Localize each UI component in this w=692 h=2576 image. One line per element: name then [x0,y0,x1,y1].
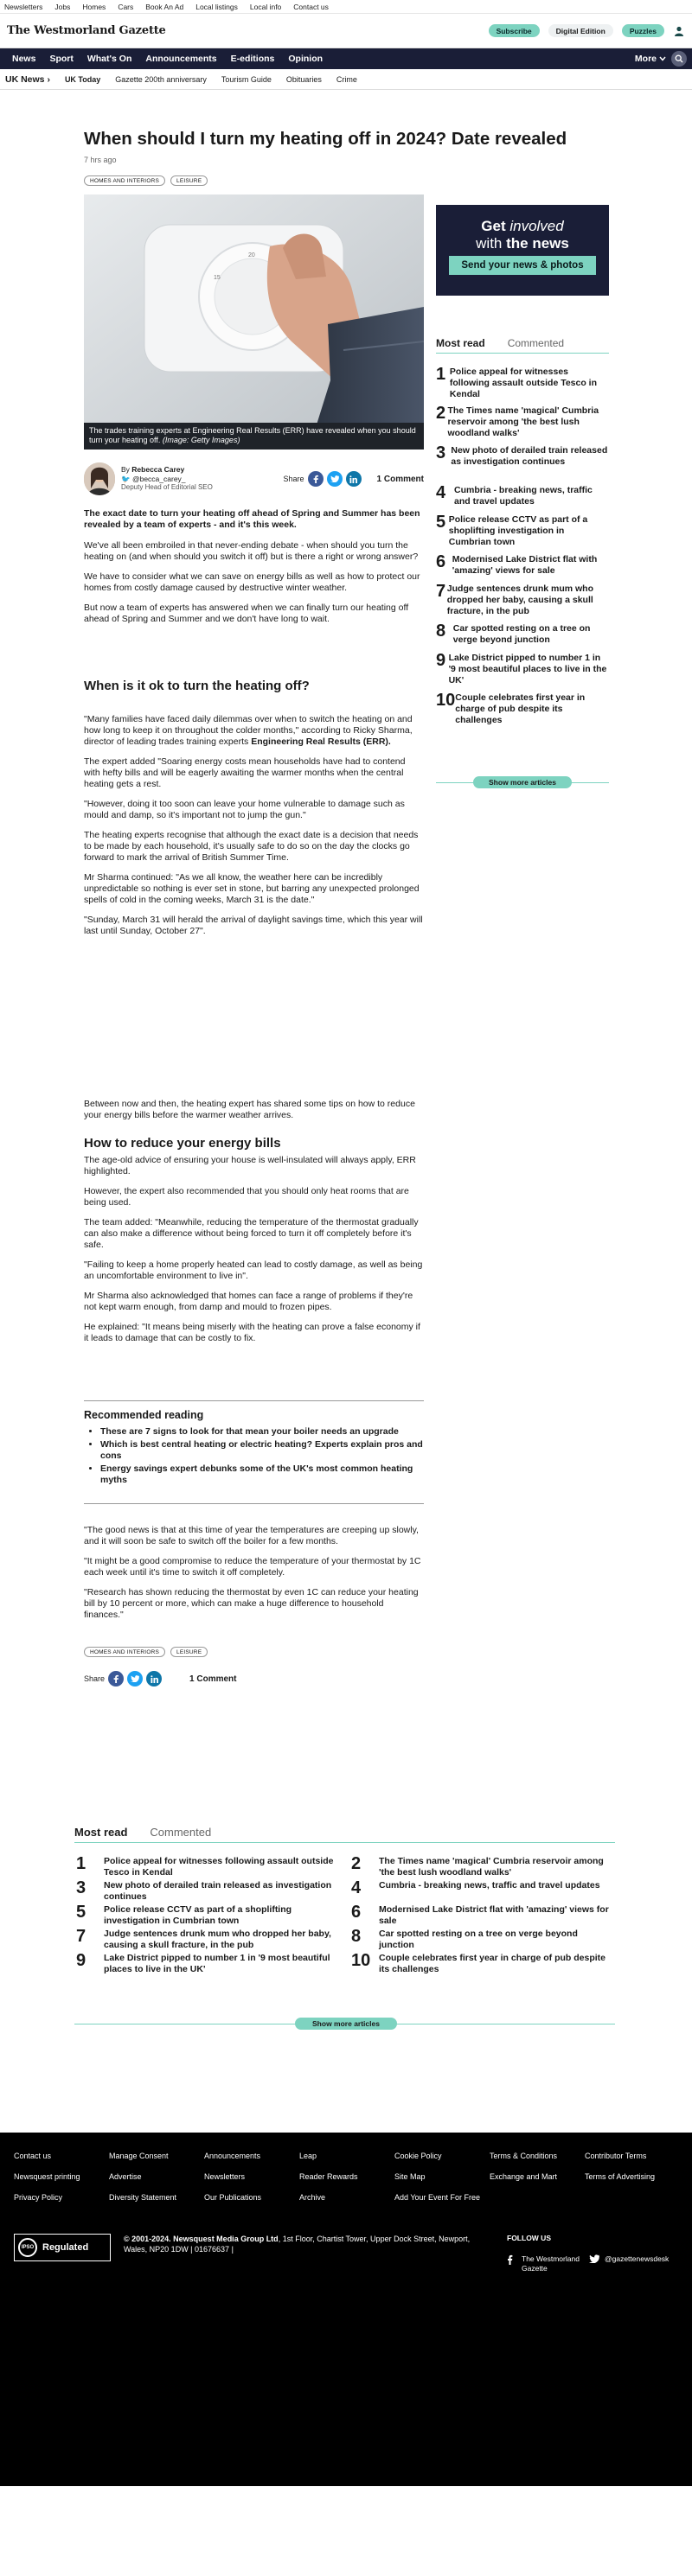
most-read-title: Judge sentences drunk mum who dropped her baby, causing a skull fracture, in the pub [104,1929,331,1950]
most-read-item[interactable] [436,622,609,651]
nav-sport[interactable]: Sport [49,54,74,64]
paragraph: We've all been embroiled in that never-ending debate - when should you turn the heating on (and when should you switch it off) but is there a right or wrong answer? [84,540,419,562]
most-read-rank: 10 [436,691,456,710]
most-read-title: Modernised Lake District flat with 'amazing' views for sale [452,554,598,576]
twitter-icon [589,2254,599,2266]
subnav-crime[interactable]: Crime [336,74,357,84]
facebook-share-icon[interactable] [108,1671,124,1687]
most-read-rank: 2 [351,1854,362,1873]
article-section-1 [84,714,424,937]
share-bar-top [284,471,424,487]
article-tags [84,175,208,186]
recommended-link[interactable]: • Energy savings expert debunks some of the UK's most common heating myths [100,1463,424,1486]
tab-most-read[interactable]: Most read [74,1826,128,1839]
util-link-jobs[interactable]: Jobs [54,2,71,11]
twitter-share-icon[interactable] [327,471,343,487]
tab-underline [74,1842,615,1843]
paragraph: Mr Sharma also acknowledged that homes can face a range of problems if they're not kept warm enough, from damp and mould to frozen pipes. [84,1291,413,1312]
most-read-title: Couple celebrates first year in charge of pub despite its challenges [379,1953,606,1974]
most-read-item[interactable] [436,651,609,691]
share-bar-bottom [84,1671,236,1687]
send-news-promo [436,205,609,296]
nav-announcements[interactable]: Announcements [145,54,217,64]
article-tags-bottom [84,1647,208,1657]
ipso-logo-icon [18,2238,37,2257]
footer-link[interactable]: Privacy Policy [14,2193,63,2202]
author-avatar[interactable] [84,462,115,495]
footer-link[interactable]: Exchange and Mart [490,2172,558,2181]
section-heading-1: When is it ok to turn the heating off? [84,679,310,693]
author-name[interactable]: Rebecca Carey [131,465,185,475]
most-read-item[interactable] [436,552,609,582]
paragraph: "Research has shown reducing the thermostat by even 1C can reduce your heating bill by 10 percent or more, which can make a huge difference to household finances." [84,1587,419,1620]
footer-facebook-label: The Westmorland Gazette [522,2254,580,2273]
paragraph [84,714,424,748]
recommended-link[interactable]: • These are 7 signs to look for that mean your boiler needs an upgrade [100,1426,424,1438]
ipso-mark: IPSO [21,2245,35,2250]
twitter-share-icon[interactable] [127,1671,143,1687]
most-read-title: The Times name 'magical' Cumbria reservoir among 'the best lush woodland walks' [447,405,599,438]
most-read-rank: 4 [436,483,446,502]
article-section-3 [84,1525,424,1621]
article-intro [84,540,424,625]
most-read-title: New photo of derailed train released as investigation continues [104,1880,332,1902]
most-read-title: Cumbria - breaking news, traffic and travel updates [454,485,593,507]
show-more-button-sidebar[interactable]: Show more articles [473,776,572,788]
chevron-right-icon: › [47,73,50,85]
hero-caption [84,423,424,450]
copyright [124,2234,487,2254]
most-read-title: The Times name 'magical' Cumbria reservoir among 'the best lush woodland walks' [379,1856,604,1878]
most-read-rank: 1 [76,1854,86,1873]
footer-link[interactable]: Manage Consent [109,2152,169,2160]
bottom-most-read-tabs [74,1826,211,1839]
hero-caption-credit: (Image: Getty Images) [162,436,240,444]
recommended-link[interactable]: • Which is best central heating or electric heating? Experts explain pros and cons [100,1439,424,1462]
most-read-rank: 2 [436,404,446,423]
digital-edition-button[interactable]: Digital Edition [548,24,613,37]
most-read-item[interactable] [351,1854,616,1878]
linkedin-share-icon[interactable] [146,1671,162,1687]
footer-link[interactable]: Contributor Terms [585,2152,647,2160]
divider [84,1400,424,1401]
subnav-obituaries[interactable]: Obituaries [285,74,322,84]
most-read-item[interactable] [436,513,609,552]
footer-link[interactable]: Diversity Statement [109,2193,177,2202]
most-read-item[interactable] [76,1854,341,1878]
footer-link[interactable]: Cookie Policy [394,2152,442,2160]
article-section-2 [84,1155,424,1344]
most-read-item[interactable] [436,582,609,622]
footer-link[interactable]: Newsletters [204,2172,246,2181]
most-read-item[interactable] [436,365,609,404]
footer-social [507,2254,689,2273]
most-read-rank: 1 [436,365,446,384]
nav-more-label: More [634,54,657,64]
paragraph: "The good news is that at this time of year the temperatures are creeping up slowly, and it will soon be safe to switch off the boiler for a few months. [84,1525,419,1546]
ipso-label: Regulated [42,2242,89,2253]
util-link-newsletters[interactable]: Newsletters [4,2,43,11]
comments-link-bottom[interactable]: 1 Comment [189,1674,237,1684]
paragraph: "It might be a good compromise to reduce the temperature of your thermostat by 1C each week until it's time to switch it off completely. [84,1556,421,1578]
share-label: Share [84,1674,106,1683]
most-read-rank: 6 [436,552,446,571]
footer-link[interactable]: Advertise [109,2172,142,2181]
author-twitter[interactable] [121,475,213,484]
tab-underline [436,353,609,354]
most-read-rank: 5 [436,513,446,532]
most-read-item[interactable] [351,1878,616,1903]
follow-us-label: FOLLOW US [507,2234,551,2242]
footer-links [14,2152,680,2202]
most-read-title: Lake District pipped to number 1 in '9 most beautiful places to live in the UK' [104,1953,330,1974]
facebook-icon [507,2254,513,2273]
section-heading-2: How to reduce your energy bills [84,1136,281,1151]
most-read-item[interactable] [76,1927,341,1951]
footer-link[interactable]: Terms & Conditions [490,2152,558,2160]
most-read-title: Cumbria - breaking news, traffic and travel updates [379,1880,600,1891]
site-logo[interactable]: The Westmorland Gazette [7,24,166,37]
thermostat-hand-illustration [84,194,424,450]
most-read-title: Couple celebrates first year in charge of pub despite its challenges [455,692,586,725]
facebook-share-icon[interactable] [308,471,324,487]
util-link-local-listings[interactable]: Local listings [195,2,238,11]
footer-link[interactable]: Leap [299,2152,317,2160]
footer-link[interactable]: Archive [299,2193,326,2202]
subnav-gazette-200[interactable]: Gazette 200th anniversary [115,74,207,84]
most-read-title: Police appeal for witnesses following assault outside Tesco in Kendal [104,1856,334,1878]
tab-most-read[interactable]: Most read [436,337,485,349]
sidebar-most-read-tabs [436,337,564,349]
most-read-rank: 9 [76,1951,86,1970]
paragraph: However, the expert also recommended that you should only heat rooms that are being used. [84,1186,409,1208]
most-read-item[interactable] [436,404,609,443]
paragraph: The heating experts recognise that although the exact date is a decision that needs to be made by each household, it's usually safe to do so on the day the clocks go forward to mark the arrival of British Summer Time. [84,830,419,863]
promo-get: Get [481,218,506,234]
paragraph: He explained: "It means being miserly with the heating can prove a false economy if it leads to damage that can be costly to fix. [84,1322,420,1343]
util-link-homes[interactable]: Homes [82,2,106,11]
author-handle: @becca_carey_ [131,474,186,483]
most-read-rank: 3 [76,1878,86,1897]
most-read-rank: 8 [436,622,446,641]
author-line [121,465,213,475]
footer-link[interactable]: Announcements [204,2152,261,2160]
twitter-icon: 🐦 [121,474,131,483]
copyright-owner: © 2001-2024. Newsquest Media Group Ltd [124,2235,279,2243]
most-read-item[interactable] [76,1878,341,1903]
site-footer [0,2133,692,2486]
tag-leisure[interactable]: LEISURE [170,1647,208,1657]
article-between: Between now and then, the heating expert has shared some tips on how to reduce your energy bills before the warmer weather arrives. [84,1099,415,1120]
recommended-list [90,1426,424,1488]
show-more-button-bottom[interactable]: Show more articles [295,2018,397,2030]
most-read-rank: 10 [351,1951,371,1970]
author-prefix: By [121,465,130,475]
paragraph: But now a team of experts has answered when we can finally turn our heating off ahead of Spring and Summer and we don't have long to wait. [84,603,409,624]
promo-with: with [476,235,503,252]
author-role: Deputy Head of Editorial SEO [121,483,213,492]
footer-link[interactable]: Reader Rewards [299,2172,358,2181]
nav-opinion[interactable]: Opinion [288,54,324,64]
most-read-rank: 7 [76,1927,86,1946]
article-timestamp: 7 hrs ago [84,156,117,164]
tag-leisure[interactable]: LEISURE [170,175,208,186]
send-news-button[interactable]: Send your news & photos [449,256,596,275]
paragraph: "Sunday, March 31 will herald the arrival of daylight savings time, which this year will last until Sunday, October 27". [84,915,423,936]
tag-homes-and-interiors[interactable]: HOMES AND INTERIORS [84,1647,165,1657]
most-read-title: Lake District pipped to number 1 in '9 most beautiful places to live in the UK' [448,653,607,685]
most-read-item[interactable] [436,691,609,730]
promo-line-1 [436,218,609,235]
most-read-item[interactable] [351,1903,616,1927]
sidebar-most-read-list [436,365,609,730]
promo-line-2 [436,235,609,252]
promo-involved: involved [509,218,564,234]
most-read-item[interactable] [351,1927,616,1951]
footer-link[interactable]: Our Publications [204,2193,262,2202]
tab-commented[interactable]: Commented [507,337,565,349]
most-read-title: Car spotted resting on a tree on verge beyond junction [379,1929,578,1950]
hero-image [84,194,424,450]
most-read-item[interactable] [76,1951,341,1975]
most-read-rank: 8 [351,1927,362,1946]
svg-text:15: 15 [214,275,221,281]
ipso-regulated-badge[interactable] [14,2234,111,2261]
paragraph-text: "Many families have faced daily dilemmas over when to switch the heating on and how long to keep it on throughout the colder months," according to Ricky Sharma, director of leading trades training experts [84,714,413,747]
util-link-local-info[interactable]: Local info [249,2,282,11]
recommended-title: Recommended reading [84,1409,204,1421]
footer-twitter-label: @gazettenewsdesk [605,2254,670,2263]
subnav-uk-today[interactable]: UK Today [64,74,101,84]
divider [84,1503,424,1504]
most-read-rank: 9 [436,651,446,670]
promo-the-news: the news [506,235,569,252]
tab-commented[interactable]: Commented [150,1826,212,1839]
paragraph: The team added: "Meanwhile, reducing the temperature of the thermostat gradually can also make a difference without being forced to turn it off completely before it's safe. [84,1217,419,1250]
paragraph: Mr Sharma continued: "As we all know, the weather here can be incredibly unpredictable so nothing is ever set in stone, but barring any unexpected prolonged spells of cold in the coming weeks, March 31 is the date." [84,872,420,905]
most-read-title: Police release CCTV as part of a shoplifting investigation in Cumbrian town [448,514,588,547]
byline [84,460,424,498]
paragraph: "However, doing it too soon can leave your home vulnerable to damage such as mould and damp, so it's important not to jump the gun." [84,799,405,820]
util-link-book-an-ad[interactable]: Book An Ad [145,2,184,11]
footer-twitter-link[interactable] [589,2254,669,2273]
footer-facebook-link[interactable] [507,2254,589,2273]
most-read-item[interactable] [436,443,609,483]
most-read-rank: 3 [436,443,446,462]
linkedin-share-icon[interactable] [346,471,362,487]
article-lead: The exact date to turn your heating off ahead of Spring and Summer has been revealed by a team of experts - and it's this week. [84,508,420,530]
most-read-title: Police release CCTV as part of a shoplifting investigation in Cumbrian town [104,1904,292,1926]
err-link[interactable]: Engineering Real Results (ERR). [251,736,391,747]
copyright-address: , 1st Floor, Chartist Tower, Upper Dock Street, Newport, Wales, NP20 1DW | 01676637 | [124,2235,471,2254]
share-label: Share [283,475,304,483]
paragraph: The expert added "Soaring energy costs mean households have had to contend with hefty bills and will be eagerly awaiting the warmer months when the central heating gets a rest. [84,756,406,789]
author-info [121,465,213,493]
svg-text:20: 20 [248,252,255,258]
hero-caption-text: The trades training experts at Engineering Real Results (ERR) have revealed when you should turn your heating off. [89,426,416,444]
bottom-most-read-list [76,1854,616,1975]
most-read-title: New photo of derailed train released as investigation continues [451,445,608,467]
paragraph: "Failing to keep a home properly heated can lead to costly damage, as well as being an uncomfortable environment to live in". [84,1259,423,1281]
footer-link[interactable]: Newsquest printing [14,2172,80,2181]
nav-news[interactable]: News [12,54,36,64]
subscribe-button[interactable]: Subscribe [489,24,540,37]
paragraph: The age-old advice of ensuring your house is well-insulated will always apply, ERR highlighted. [84,1155,416,1176]
most-read-title: Modernised Lake District flat with 'amazing' views for sale [379,1904,609,1926]
footer-link[interactable]: Contact us [14,2152,52,2160]
most-read-item[interactable] [436,483,609,513]
most-read-rank: 6 [351,1903,362,1922]
most-read-title: Police appeal for witnesses following assault outside Tesco in Kendal [449,367,598,399]
subnav-uk-news-label: UK News [5,73,45,85]
article-headline: When should I turn my heating off in 2024? Date revealed [84,129,567,149]
most-read-title: Judge sentences drunk mum who dropped her baby, causing a skull fracture, in the pub [446,583,593,616]
util-link-contact-us[interactable]: Contact us [293,2,329,11]
comments-link-top[interactable]: 1 Comment [376,474,424,484]
nav-whats-on[interactable]: What's On [86,54,132,64]
most-read-rank: 7 [436,582,446,601]
nav-e-editions[interactable]: E-editions [230,54,275,64]
paragraph: We have to consider what we can save on energy bills as well as how to protect our homes from costly damage caused by destructive winter weather. [84,571,420,593]
puzzles-button[interactable]: Puzzles [622,24,664,37]
util-link-cars[interactable]: Cars [118,2,134,11]
most-read-title: Car spotted resting on a tree on verge beyond junction [452,623,591,645]
subnav-tourism-guide[interactable]: Tourism Guide [221,74,272,84]
most-read-item[interactable] [351,1951,616,1975]
footer-link[interactable]: Site Map [394,2172,426,2181]
tag-homes-and-interiors[interactable]: HOMES AND INTERIORS [84,175,165,186]
most-read-rank: 5 [76,1903,86,1922]
footer-link[interactable]: Terms of Advertising [585,2172,656,2181]
most-read-rank: 4 [351,1878,362,1897]
most-read-item[interactable] [76,1903,341,1927]
footer-link[interactable]: Add Your Event For Free [394,2193,481,2202]
